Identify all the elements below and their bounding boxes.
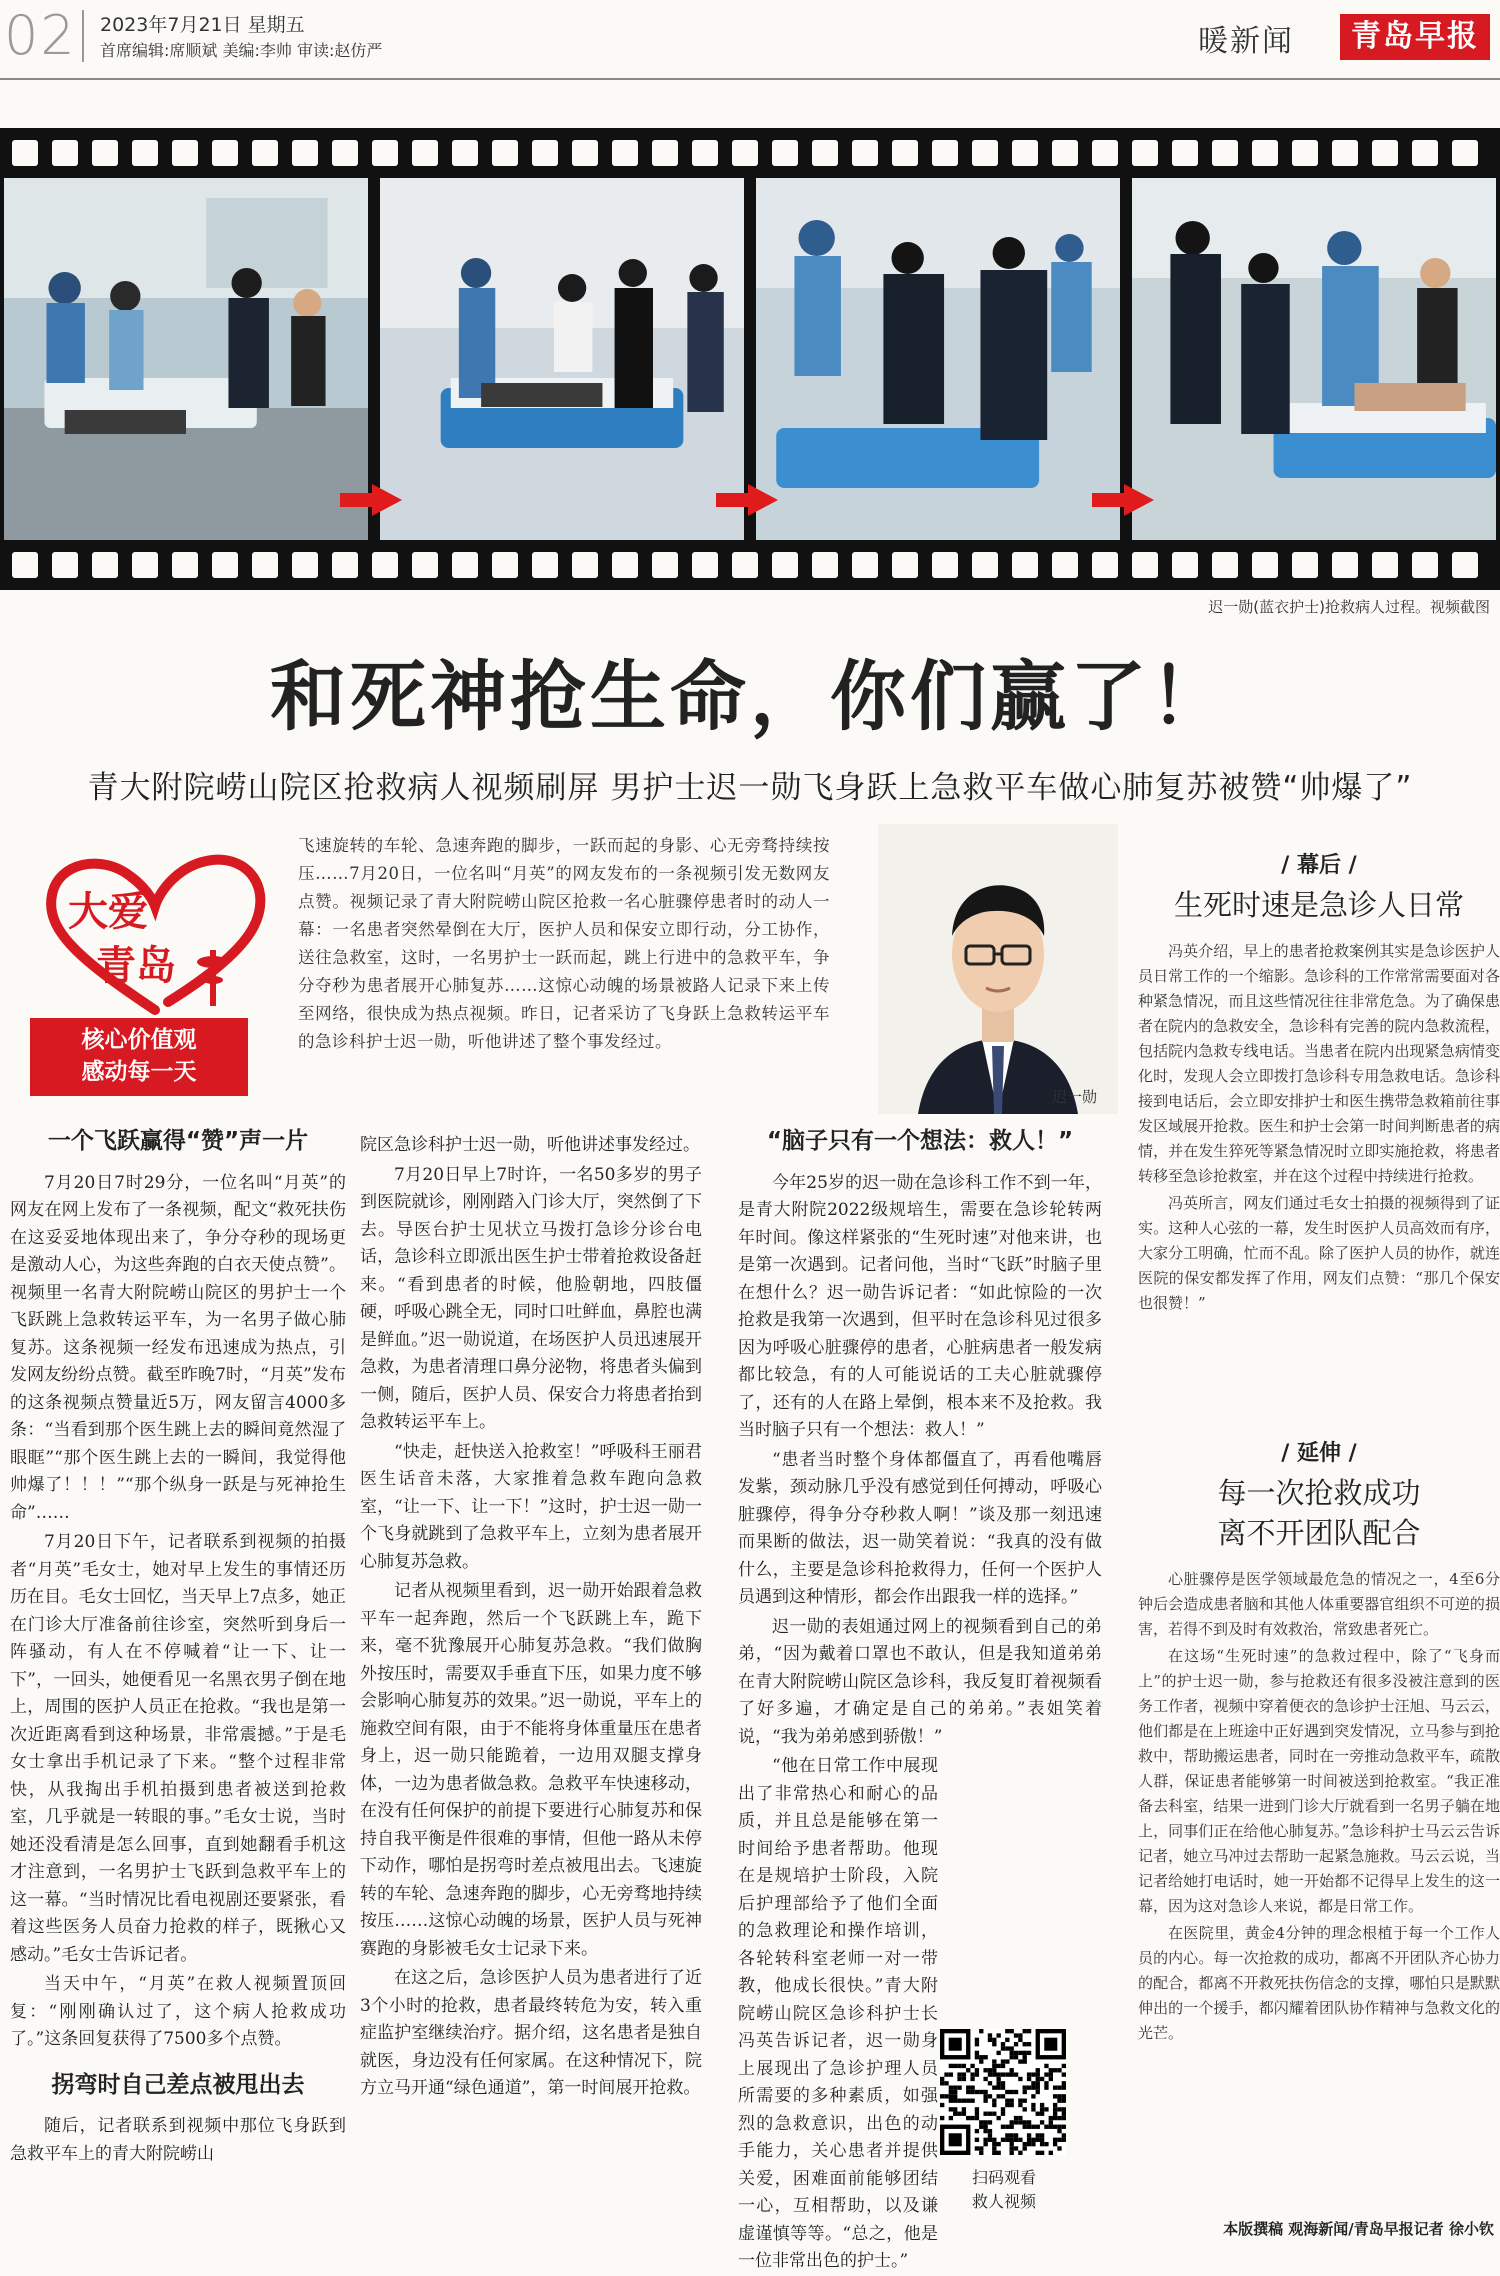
paragraph: 7月20日早上7时许，一名50多岁的男子到医院就诊，刚刚踏入门诊大厅，突然倒了下去。导医台护士见状立马拨打急诊分诊台电话，急诊科立即派出医生护士带着抢救设备赶来。“看到患者的时候，他脸朝地，四肢僵硬，呼吸心跳全无，同时口吐鲜血，鼻腔也满是鲜血。”迟一勋说道，在场医护人员迅速展开急救，为患者清理口鼻分泌物，将患者头偏到一侧，随后，医护人员、保安合力将患者抬到急救转运平车上。 xyxy=(360,1164,702,1432)
sprocket-hole xyxy=(812,140,838,166)
sprocket-hole xyxy=(692,552,718,578)
sprocket-hole xyxy=(332,140,358,166)
sprocket-hole xyxy=(1012,140,1038,166)
paragraph: “快走，赶快送入抢救室！”呼吸科王丽君医生话音未落，大家推着急救车跑向急救室，“让一下、让一下！”这时，护士迟一勋一个飞身就跳到了急救平车上，立刻为患者展开心肺复苏急救。 xyxy=(360,1441,702,1572)
paragraph: “他在日常工作中展现出了非常热心和耐心的品质，并且总是能够在第一时间给予患者帮助。他现在是规培护士阶段，入院后护理部给予了他们全面的急救理论和操作培训，各轮转科室老师一对一带教，他成长很快。”青大附院崂山院区急诊科护士长冯英告诉记者，迟一勋身上展现出了急诊护理人员所需要的多种素质，如强烈的急救意识，出色的动手能力，关心患者并提供关爱，困难面前能够团结一心，互相帮助，以及谦虚谨慎等等。“总之，他是一位非常出色的护士。” xyxy=(738,1756,938,2271)
sidebar-title-2a: 每一次抢救成功 xyxy=(1217,1476,1421,1510)
sprocket-hole xyxy=(452,140,478,166)
header-divider xyxy=(82,10,84,62)
sprocket-hole xyxy=(1132,552,1158,578)
sprocket-hole xyxy=(972,552,998,578)
sprocket-hole xyxy=(1132,140,1158,166)
sprocket-hole xyxy=(652,140,678,166)
sidebar-title-1: 生死时速是急诊人日常 xyxy=(1173,888,1464,922)
video-frame-3 xyxy=(756,178,1120,540)
sidebar-paragraph: 在医院里，黄金4分钟的理念根植于每一个工作人员的内心。每一次抢救的成功，都离不开团队齐心协力的配合，都离不开救死扶伤信念的支撑，哪怕只是默默伸出的一个援手，都闪耀着团队协作精神与急救文化的光芒。 xyxy=(1138,1924,1500,2042)
sprocket-hole xyxy=(1012,552,1038,578)
portrait-photo xyxy=(878,824,1118,1114)
sidebar-paragraph: 冯英介绍，早上的患者抢救案例其实是急诊医护人员日常工作的一个缩影。急诊科的工作常常需要面对各种紧急情况，而且这些情况往往非常危急。为了确保患者在院内的急救安全，急诊科有完善的院内急救流程，包括院内急救专线电话。当患者在院内出现紧急病情变化时，发现人会立即拨打急诊科专用急救电话。急诊科接到电话后，会立即安排护士和医生携带急救箱前往事发区域展开抢救。医生和护士会第一时间判断患者的病情，并在发生猝死等紧急情况时立即实施抢救，将患者转移至急诊抢救室，并在这个过程中持续进行抢救。 xyxy=(1138,942,1500,1185)
sprocket-hole xyxy=(252,140,278,166)
sprocket-hole xyxy=(812,552,838,578)
red-arrow-icon xyxy=(372,484,402,516)
kicker-extension: / 延伸 / xyxy=(1281,1441,1357,1466)
sprocket-hole xyxy=(292,140,318,166)
portrait-caption: 迟一勋 xyxy=(1052,1088,1098,1106)
sprocket-hole xyxy=(412,552,438,578)
sprocket-hole xyxy=(572,140,598,166)
article-lead: 飞速旋转的车轮、急速奔跑的脚步，一跃而起的身影、心无旁骛持续按压……7月20日，一位名叫“月英”的网友发布的一条视频引发无数网友点赞。视频记录了青大附院崂山院区抢救一名心脏骤停患者时的动人一幕：一名患者突然晕倒在大厅，医护人员和保安立即行动，分工协作，送往急救室，这时，一名男护士一跃而起，跳上行进中的急救平车，争分夺秒为患者展开心肺复苏……这惊心动魄的场景被路人记录下来上传至网络，很快成为热点视频。昨日，记者采访了飞身跃上急救转运平车的急诊科护士迟一勋，听他讲述了整个事发经过。 xyxy=(298,836,830,1051)
sidebar-paragraph: 在这场“生死时速”的急救过程中，除了“飞身而上”的护士迟一勋，参与抢救还有很多没被注意到的医务工作者，视频中穿着便衣的急诊护士汪旭、马云云，他们都是在上班途中正好遇到突发情况，立马参与到抢救中，帮助搬运患者，同时在一旁推动急救平车，疏散人群，保证患者能够第一时间被送到抢救室。“我正准备去科室，结果一进到门诊大厅就看到一名男子躺在地上，同事们正在给他心肺复苏。”急诊科护士马云云告诉记者，她立马冲过去帮助一起紧急施救。马云云说，当记者给她打电话时，她一开始都不记得早上发生的这一幕，因为这对急诊人来说，都是日常工作。 xyxy=(1138,1647,1500,1915)
sprocket-hole xyxy=(1212,140,1238,166)
sprocket-hole xyxy=(92,140,118,166)
sprocket-hole xyxy=(852,140,878,166)
sprocket-hole xyxy=(1172,552,1198,578)
sprocket-hole xyxy=(1332,140,1358,166)
sprocket-hole xyxy=(772,140,798,166)
qr-caption xyxy=(946,2166,1062,2214)
sprocket-hole xyxy=(52,552,78,578)
editor-credits: 首席编辑:席顺斌 美编:李帅 审读:赵仿严 xyxy=(100,41,383,60)
sprocket-hole xyxy=(932,140,958,166)
photo-caption: 迟一勋(蓝衣护士)抢救病人过程。视频截图 xyxy=(1208,598,1490,616)
sprocket-hole xyxy=(372,552,398,578)
sprocket-hole xyxy=(132,140,158,166)
article-column-1 xyxy=(10,1110,346,2168)
red-arrow-icon xyxy=(748,484,778,516)
logo-text-2: 青岛 xyxy=(96,943,176,989)
issue-date: 2023年7月21日 星期五 xyxy=(100,14,305,36)
sprocket-hole xyxy=(892,140,918,166)
sprocket-hole xyxy=(932,552,958,578)
newspaper-logo: 青岛早报 xyxy=(1340,14,1490,60)
sprocket-hole xyxy=(1092,140,1118,166)
sprocket-hole xyxy=(452,552,478,578)
article-column-2 xyxy=(360,1130,702,2103)
video-frame-2 xyxy=(380,178,744,540)
sprocket-hole xyxy=(612,140,638,166)
sidebar-title-2b: 离不开团队配合 xyxy=(1217,1516,1421,1550)
film-sprocket-holes-bottom xyxy=(12,552,1492,578)
section-heading: 拐弯时自己差点被甩出去 xyxy=(51,2071,305,2098)
section-heading: 一个飞跃赢得“赞”声一片 xyxy=(47,1128,309,1154)
video-frame-1 xyxy=(4,178,368,540)
sprocket-hole xyxy=(212,552,238,578)
sprocket-hole xyxy=(12,140,38,166)
logo-text-1: 大爱 xyxy=(68,889,148,935)
qr-caption-line-1: 扫码观看 xyxy=(971,2168,1036,2187)
sprocket-hole xyxy=(532,552,558,578)
video-screenshot-filmstrip xyxy=(0,128,1500,590)
sprocket-hole xyxy=(212,140,238,166)
sidebar-paragraph: 心脏骤停是医学领域最危急的情况之一，4至6分钟后会造成患者脑和其他人体重要器官组织不可逆的损害，若得不到及时有效救治，常致患者死亡。 xyxy=(1138,1570,1500,1638)
sprocket-hole xyxy=(132,552,158,578)
sprocket-hole xyxy=(1292,140,1318,166)
section-heading: “脑子只有一个想法：救人！” xyxy=(766,1128,1074,1154)
sprocket-hole xyxy=(892,552,918,578)
sprocket-hole xyxy=(692,140,718,166)
sprocket-hole xyxy=(1052,140,1078,166)
sprocket-hole xyxy=(1452,552,1478,578)
video-frame-4 xyxy=(1132,178,1496,540)
qr-caption-line-2: 救人视频 xyxy=(971,2192,1036,2211)
paragraph: 7月20日7时29分，一位名叫“月英”的网友在网上发布了一条视频，配文“救死扶伤在这妥妥地体现出来了，争分夺秒的现场更是激动人心，为这些奔跑的白衣天使点赞”。视频里一名青大附院崂山院区的男护士一个飞跃跳上急救转运平车，为一名男子做心肺复苏。这条视频一经发布迅速成为热点，引发网友纷纷点赞。截至昨晚7时，“月英”发布的这条视频点赞量近5万，网友留言4000多条：“当看到那个医生跳上去的瞬间竟然湿了眼眶”“那个医生跳上去的一瞬间，我觉得他帅爆了！！！”“那个纵身一跃是与死神抢生命”…… xyxy=(10,1172,346,1523)
paragraph: 随后，记者联系到视频中那位飞身跃到急救平车上的青大附院崂山 xyxy=(10,2116,346,2164)
sprocket-hole xyxy=(372,140,398,166)
sprocket-hole xyxy=(252,552,278,578)
paragraph: 当天中午，“月英”在救人视频置顶回复：“刚刚确认过了，这个病人抢救成功了。”这条回复获得了7500多个点赞。 xyxy=(10,1974,346,2049)
sprocket-hole xyxy=(852,552,878,578)
sprocket-hole xyxy=(1412,552,1438,578)
headline: 和死神抢生命，你们赢了！ xyxy=(270,652,1230,741)
sprocket-hole xyxy=(1292,552,1318,578)
sprocket-hole xyxy=(652,552,678,578)
paragraph: 今年25岁的迟一勋在急诊科工作不到一年，是青大附院2022级规培生，需要在急诊轮转两年时间。像这样紧张的“生死时速”对他来讲，也是第一次遇到。记者问他，当时“飞跃”时脑子里在想什么？迟一勋告诉记者：“如此惊险的一次抢救是我第一次遇到，但平时在急诊科见过很多因为呼吸心脏骤停的患者，心脏病患者一般发病都比较急，有的人可能说话的工夫心脏就骤停了，还有的人在路上晕倒，根本来不及抢救。我当时脑子只有一个想法：救人！” xyxy=(738,1172,1102,1440)
subheadline: 青大附院崂山院区抢救病人视频刷屏 男护士迟一勋飞身跃上急救平车做心肺复苏被赞“帅爆了” xyxy=(87,770,1413,806)
sprocket-hole xyxy=(1372,140,1398,166)
red-arrow-icon xyxy=(1124,484,1154,516)
sprocket-hole xyxy=(1452,140,1478,166)
paragraph: 迟一勋的表姐通过网上的视频看到自己的弟弟，“因为戴着口罩也不敢认，但是我知道弟弟在青大附院崂山院区急诊科，我反复盯着视频看了好多遍，才确定是自己的弟弟。”表姐笑着说，“我为弟弟感到骄傲！” xyxy=(738,1616,1102,1747)
kicker-behind-scenes: / 幕后 / xyxy=(1281,853,1357,878)
page-header xyxy=(0,0,1500,80)
sprocket-hole xyxy=(1052,552,1078,578)
paragraph: 院区急诊科护士迟一勋，听他讲述事发经过。 xyxy=(360,1135,700,1155)
sprocket-hole xyxy=(172,552,198,578)
sprocket-hole xyxy=(1172,140,1198,166)
sprocket-hole xyxy=(492,140,518,166)
logo-banner xyxy=(30,1018,248,1096)
sprocket-hole xyxy=(612,552,638,578)
sprocket-hole xyxy=(292,552,318,578)
sprocket-hole xyxy=(1412,140,1438,166)
sidebar-extension xyxy=(1138,1436,1500,2046)
paragraph: 7月20日下午，记者联系到视频的拍摄者“月英”毛女士，她对早上发生的事情还历历在目。毛女士回忆，当天早上7点多，她正在门诊大厅准备前往诊室，突然听到身后一阵骚动，有人在不停喊着“让一下、让一下”，一回头，她便看见一名黑衣男子倒在地上，周围的医护人员正在抢救。“我也是第一次近距离看到这种场景，非常震撼。”于是毛女士拿出手机记录了下来。“整个过程非常快，从我掏出手机拍摄到患者被送到抢救室，几乎就是一转眼的事。”毛女士说，当时她还没看清是怎么回事，直到她翻看手机这才注意到，一名男护士飞跃到急救平车上的这一幕。“当时情况比看电视剧还要紧张，看着这些医务人员奋力抢救的样子，既揪心又感动。”毛女士告诉记者。 xyxy=(10,1532,346,1965)
sprocket-hole xyxy=(332,552,358,578)
campaign-logo xyxy=(30,850,270,1100)
sprocket-hole xyxy=(732,552,758,578)
sprocket-hole xyxy=(172,140,198,166)
sprocket-hole xyxy=(1252,140,1278,166)
paragraph: “患者当时整个身体都僵直了，再看他嘴唇发紫，颈动脉几乎没有感觉到任何搏动，呼吸心脏骤停，得争分夺秒救人啊！”谈及那一刻迅速而果断的做法，迟一勋笑着说：“我真的没有做什么，主要是急诊科抢救得力，任何一个医护人员遇到这种情形，都会作出跟我一样的选择。” xyxy=(738,1449,1102,1607)
paragraph: 记者从视频里看到，迟一勋开始跟着急救平车一起奔跑，然后一个飞跃跳上车，跪下来，毫不犹豫展开心肺复苏急救。“我们做胸外按压时，需要双手垂直下压，如果力度不够会影响心肺复苏的效果。”迟一勋说，平车上的施救空间有限，由于不能将身体重量压在患者身上，迟一勋只能跪着，一边用双腿支撑身体，一边为患者做急救。急救平车快速移动，在没有任何保护的前提下要进行心肺复苏和保持自我平衡是件很难的事情，但他一路从未停下动作，哪怕是拐弯时差点被甩出去。飞速旋转的车轮、急速奔跑的脚步，心无旁骛地持续按压……这惊心动魄的场景，医护人员与死神赛跑的身影被毛女士记录下来。 xyxy=(360,1581,702,1959)
sprocket-hole xyxy=(1212,552,1238,578)
film-sprocket-holes-top xyxy=(12,140,1492,166)
sprocket-hole xyxy=(532,140,558,166)
paragraph: 在这之后，急诊医护人员为患者进行了近3个小时的抢救，患者最终转危为安，转入重症监护室继续治疗。据介绍，这名患者是独自就医，身边没有任何家属。在这种情况下，院方立马开通“绿色通道”，第一时间展开抢救。 xyxy=(360,1968,702,2098)
page-number: 02 xyxy=(4,4,77,67)
sprocket-hole xyxy=(92,552,118,578)
sidebar-paragraph: 冯英所言，网友们通过毛女士拍摄的视频得到了证实。这种人心弦的一幕，发生时医护人员高效而有序，大家分工明确，忙而不乱。除了医护人员的协作，就连医院的保安都发挥了作用，网友们点赞：“那几个保安也很赞！” xyxy=(1138,1194,1500,1312)
sprocket-hole xyxy=(572,552,598,578)
sprocket-hole xyxy=(972,140,998,166)
sprocket-hole xyxy=(12,552,38,578)
film-frames xyxy=(4,178,1496,540)
sprocket-hole xyxy=(412,140,438,166)
section-name: 暖新闻 xyxy=(1198,24,1294,59)
logo-banner-line-1: 核心价值观 xyxy=(81,1027,197,1053)
sprocket-hole xyxy=(772,552,798,578)
sprocket-hole xyxy=(1092,552,1118,578)
logo-banner-line-2: 感动每一天 xyxy=(81,1059,197,1085)
sprocket-hole xyxy=(1372,552,1398,578)
sidebar-behind-scenes xyxy=(1138,848,1500,1316)
sprocket-hole xyxy=(492,552,518,578)
sprocket-hole xyxy=(732,140,758,166)
qr-code-icon[interactable] xyxy=(940,2024,1066,2160)
byline: 本版撰稿 观海新闻/青岛早报记者 徐小钦 xyxy=(1223,2220,1494,2238)
sprocket-hole xyxy=(1332,552,1358,578)
sprocket-hole xyxy=(1252,552,1278,578)
sprocket-hole xyxy=(52,140,78,166)
